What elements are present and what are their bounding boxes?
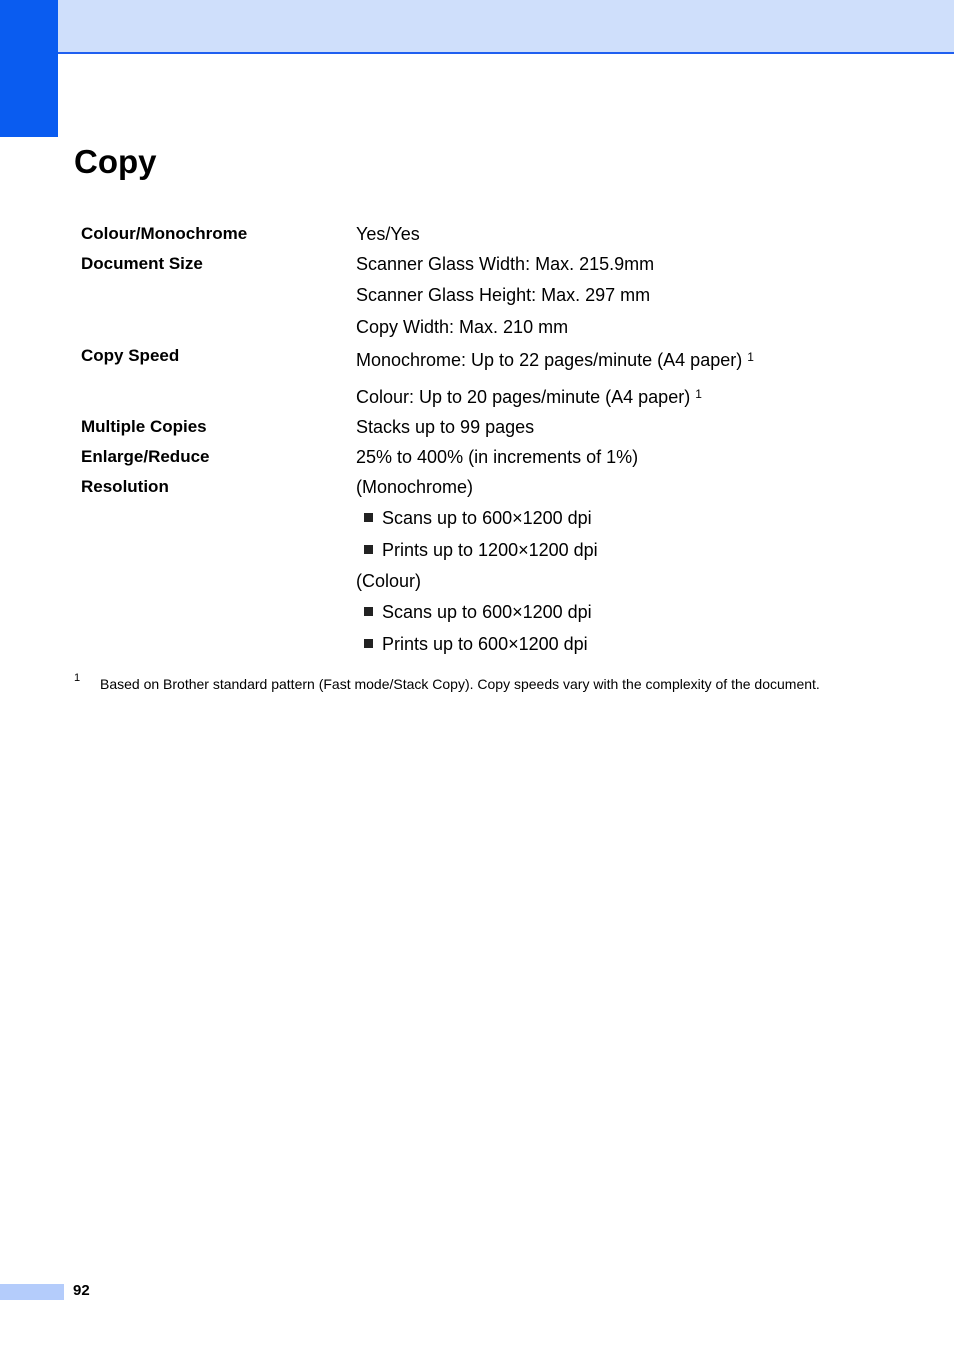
spec-label: Colour/Monochrome [81,224,248,243]
spec-label: Document Size [81,254,203,273]
spec-label: Resolution [81,477,169,496]
resolution-item: Scans up to 600×1200 dpi [382,508,592,528]
spec-value: Scanner Glass Width: Max. 215.9mm [356,254,655,274]
spec-value-text: Colour: Up to 20 pages/minute (A4 paper) [356,387,691,407]
page-title: Copy [74,143,157,180]
spec-value: Yes/Yes [356,224,420,244]
resolution-colour-heading: (Colour) [356,571,422,591]
footnote-text: Based on Brother standard pattern (Fast mode/Stack Copy). Copy speeds vary with the complexity of the document. [100,676,820,692]
resolution-item: Scans up to 600×1200 dpi [382,602,592,622]
resolution-item: Prints up to 600×1200 dpi [382,634,588,654]
chapter-tab [0,0,58,137]
bullet-square-icon [364,639,373,648]
spec-value [356,348,754,372]
footnote-number: 1 [74,672,81,684]
page-number-band [0,1284,64,1300]
spec-label: Multiple Copies [81,417,207,436]
spec-value: Stacks up to 99 pages [356,417,535,437]
footnote-ref: 1 [747,350,754,364]
spec-label: Enlarge/Reduce [81,447,210,466]
header-band [58,0,954,54]
spec-value-text: Monochrome: Up to 22 pages/minute (A4 paper) [356,350,743,370]
spec-value [356,385,702,409]
spec-value: Scanner Glass Height: Max. 297 mm [356,285,651,305]
spec-value: 25% to 400% (in increments of 1%) [356,447,639,467]
spec-value: Copy Width: Max. 210 mm [356,317,569,337]
bullet-square-icon [364,545,373,554]
footnote-ref: 1 [695,387,702,401]
page-number: 92 [73,1282,90,1299]
bullet-square-icon [364,513,373,522]
resolution-mono-heading: (Monochrome) [356,477,474,497]
bullet-square-icon [364,607,373,616]
resolution-item: Prints up to 1200×1200 dpi [382,540,598,560]
spec-label: Copy Speed [81,346,180,365]
